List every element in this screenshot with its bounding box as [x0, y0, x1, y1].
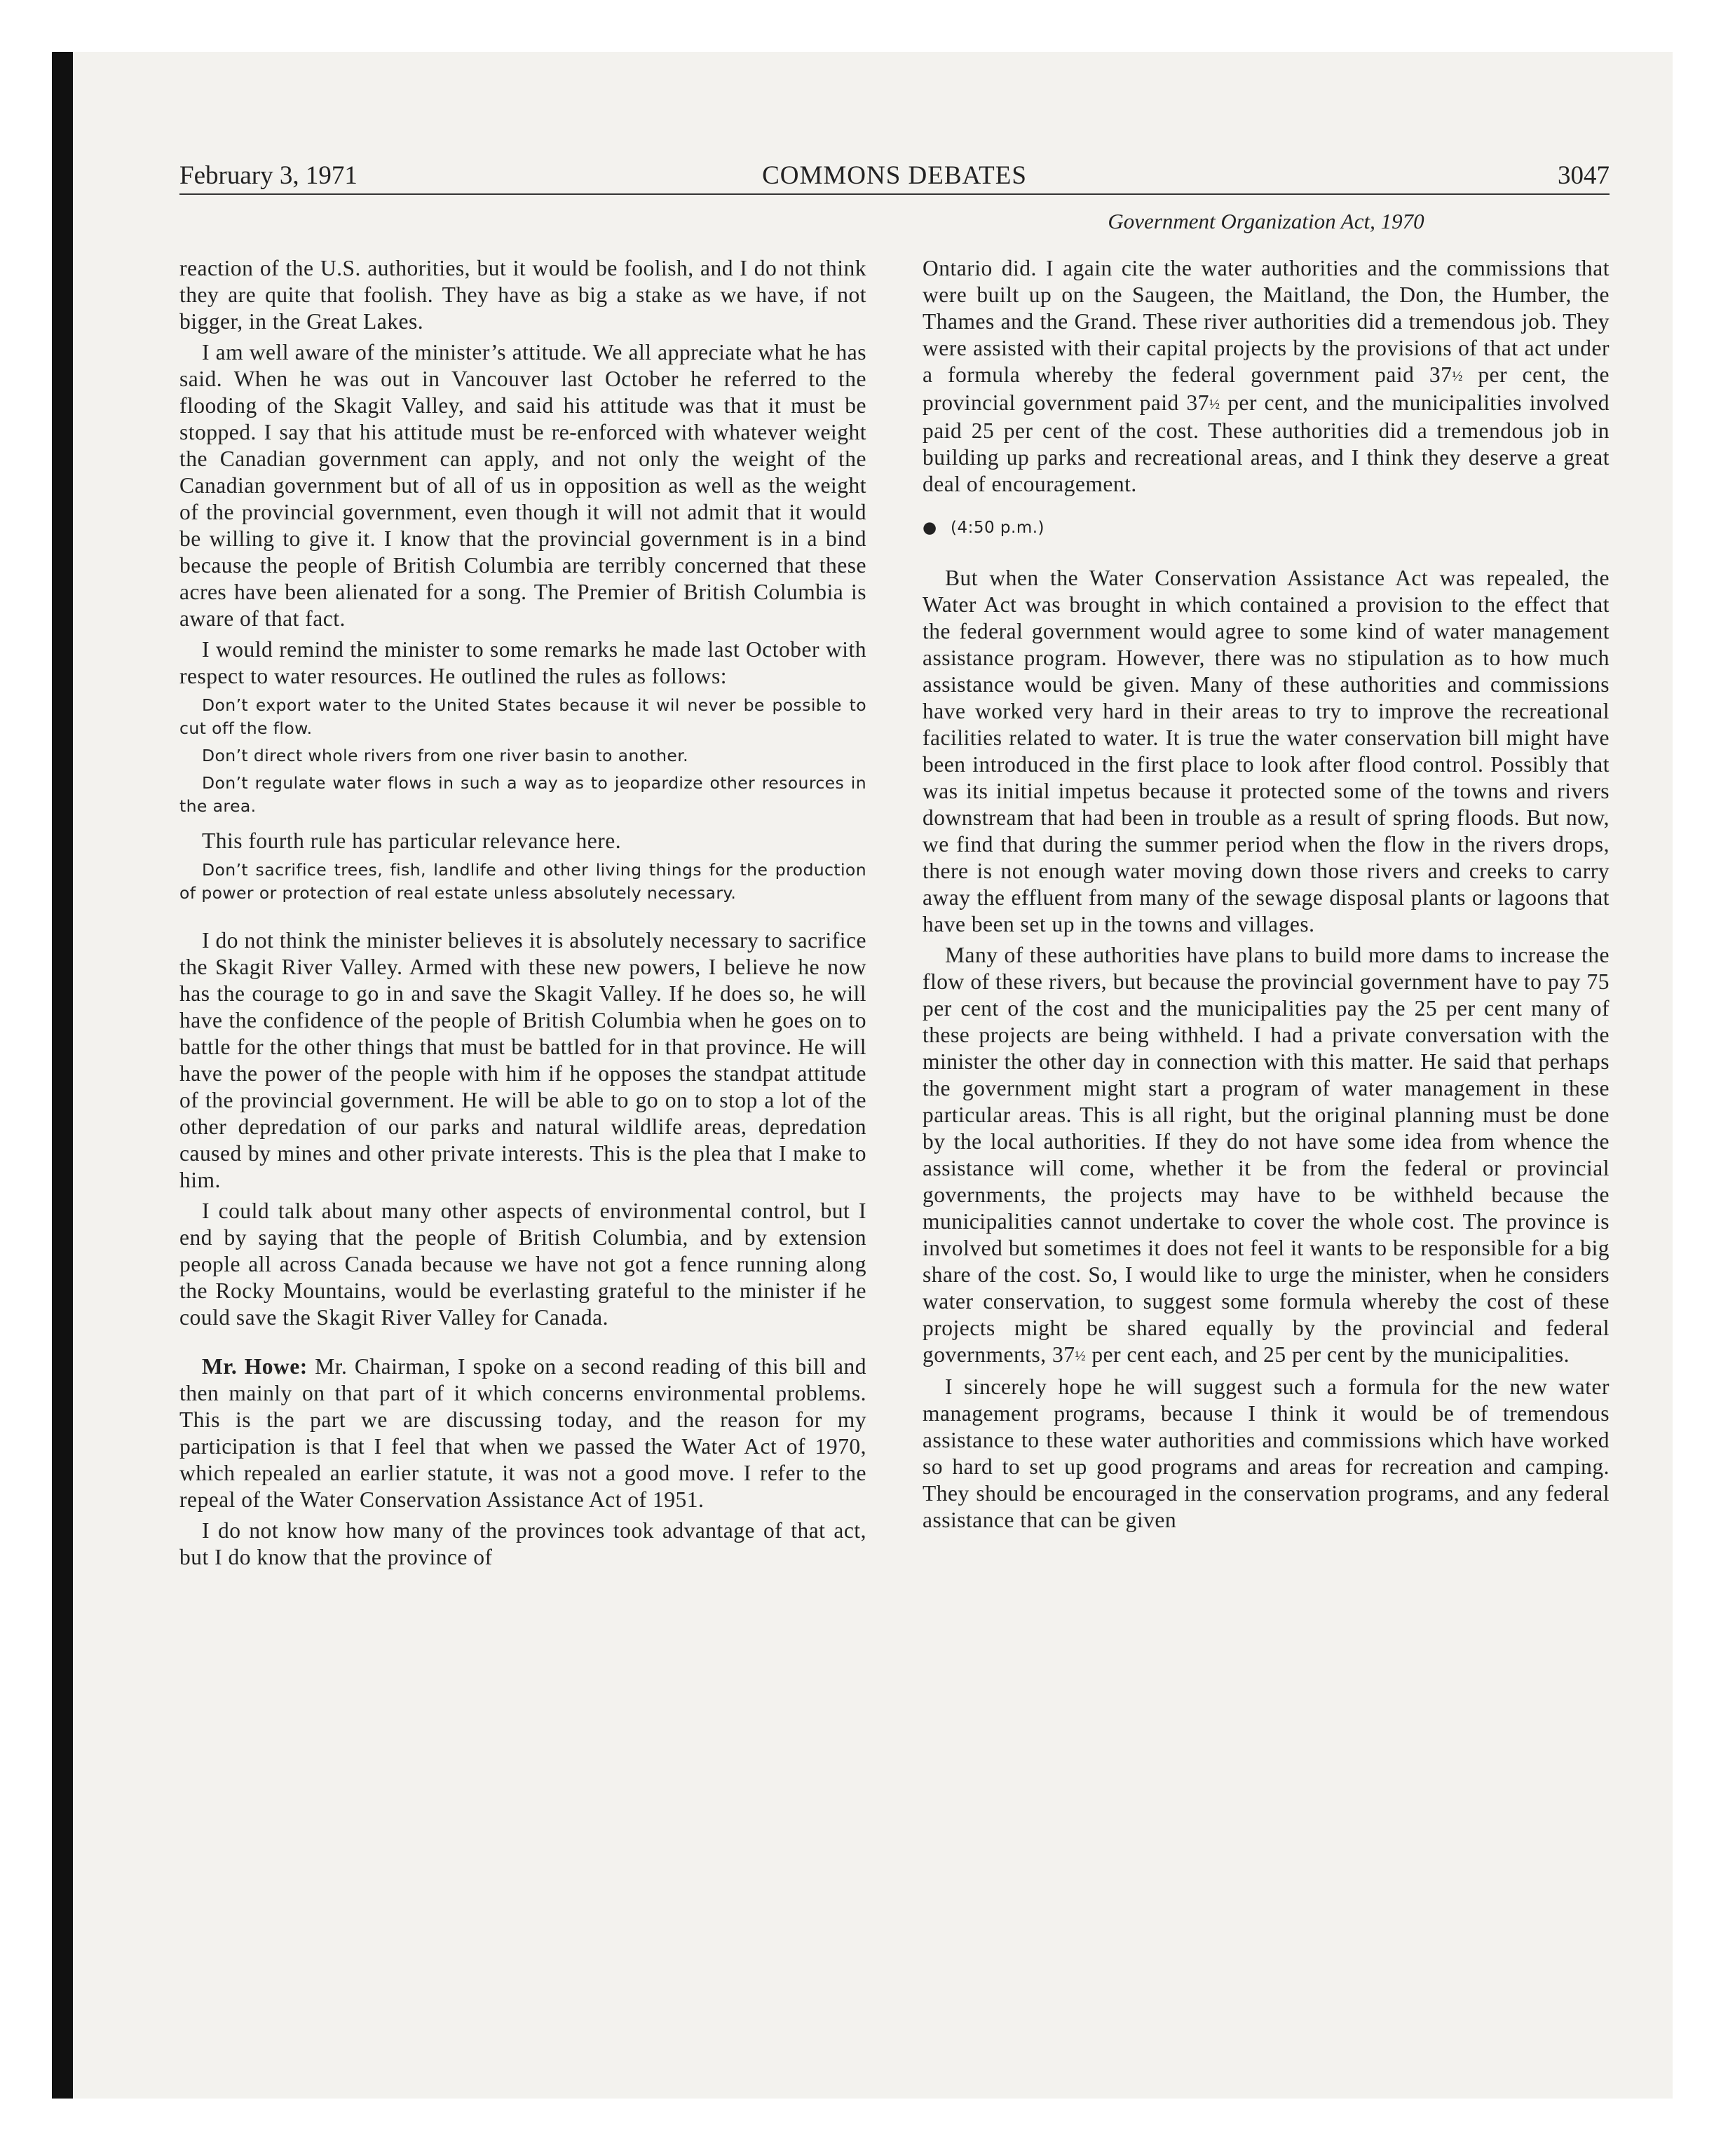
paragraph: I do not think the minister believes it is absolutely necessary to sacrifice the Skagit River Valley. Armed with these new powers, I believe he now has the courage to go in and save the Skagit Valley. If he does so, he will have the confidence of the people of British Columbia when he goes on to battle for the other things that must be battled for in that province. He will have the power of the people with him if he opposes the standpat attitude of the provincial government. He will be able to go on to stop a lot of the other depredation of our parks and natural wildlife areas, depredation caused by mines and other private interests. This is the plea that I make to him. [179, 928, 866, 1192]
paragraph: I would remind the minister to some remarks he made last October with respect to water resources. He outlined the rules as follows: [179, 637, 866, 688]
bullet-icon: ● [923, 519, 937, 537]
page-header [179, 158, 1610, 195]
text-run: Ontario did. I again cite the water authorities and the commissions that were built up on the Saugeen, the Maitland, the Don, the Humber, the Thames and the Grand. These river authorities did a tremendous job. They were assisted with their capital projects by the provisions of that act under a formula whereby the federal government paid 37 [923, 256, 1610, 387]
right-column [923, 255, 1610, 1538]
text-run: Many of these authorities have plans to build more dams to increase the flow of these rivers, but because the provincial government have to pay 75 per cent of the cost and the municipalities pay the 25 per cent many of these projects are being withheld. I had a private conversation with the minister the other day in connection with this matter. He said that perhaps the government might start a program of water management in these particular areas. This is all right, but the original planning must be done by the local authorities. If they do not have some idea from whence the assistance will come, whether it be from the federal or provincial governments, the projects may have to be withheld because the municipalities cannot undertake to cover the whole cost. The province is involved but sometimes it does not feel it wants to be responsible for a big share of the cost. So, I would like to urge the minister, when he considers water conservation, to suggest some formula whereby the cost of these projects might be shared equally by the provincial and federal governments, 37 [923, 943, 1610, 1367]
quoted-rule: Don’t sacrifice trees, fish, landlife and other living things for the production of power or protection of real estate unless absolutely necessary. [179, 860, 866, 903]
text-run: per cent, the provincial government paid 37 [923, 362, 1610, 415]
paragraph [923, 255, 1610, 498]
time-marker [923, 516, 1610, 540]
text-run: per cent, and the municipalities involved paid 25 per cent of the cost. These authorities did a tremendous job in building up parks and recreational areas, and I think they deserve a great deal of encouragement. [923, 390, 1610, 496]
paragraph: This fourth rule has particular relevance here. [202, 828, 622, 853]
quoted-rule: Don’t export water to the United States because it wil never be possible to cut off the flow. [179, 695, 866, 738]
header-publication: COMMONS DEBATES [762, 161, 1027, 190]
speaker-name: Mr. Howe: [202, 1354, 308, 1379]
time-marker-text: (4:50 p.m.) [951, 519, 1045, 537]
paragraph: I sincerely hope he will suggest such a formula for the new water management programs, because I think it would be of tremendous assistance to these water authorities and commissions which have worked so hard to set up good programs and areas for recreation and camping. They should be encouraged in the conservation programs, and any federal assistance that can be given [923, 1374, 1610, 1532]
text-run: per cent each, and 25 per cent by the municipalities. [1085, 1342, 1570, 1367]
fraction-half: ½ [1209, 397, 1220, 412]
paragraph: But when the Water Conservation Assistance Act was repealed, the Water Act was brought in which contained a provision to the effect that the federal government would agree to some kind of water management assistance program. However, there was no stipulation as to how much assistance would be given. Many of these authorities and commissions have worked very hard in their areas to try to improve the recreational facilities related to water. It is true the water conservation bill might have been introduced in the first place to look after flood control. Possibly that was its initial impetus because it protected some of the towns and rivers downstream that had been in trouble as a result of spring floods. But now, we find that during the summer period when the flow in the rivers drops, there is not enough water moving down those rivers and creeks to carry away the effluent from many of the sewage disposal plants or lagoons that have been set up in the towns and villages. [923, 566, 1610, 936]
paragraph: I am well aware of the minister’s attitude. We all appreciate what he has said. When he was out in Vancouver last October he referred to the flooding of the Skagit Valley, and said his attitude was that it must be stopped. I say that his attitude must be re-enforced with whatever weight the Canadian government can apply, and not only the weight of the Canadian government but of all of us in opposition as well as the weight of the provincial government, even though it will not admit that it would be willing to give it. I know that the provincial government is in a bind because the people of British Columbia are terribly concerned that these acres have been alienated for a song. The Premier of British Columbia is aware of that fact. [179, 340, 866, 631]
fraction-half: ½ [1452, 369, 1463, 384]
paragraph: I could talk about many other aspects of environmental control, but I end by saying that the people of British Columbia, and by extension people all across Canada because we have not got a fence running along the Rocky Mountains, would be everlasting grateful to the minister if he could save the Skagit River Valley for Canada. [179, 1199, 866, 1330]
speech-text: Mr. Chairman, I spoke on a second reading of this bill and then mainly on that part of it which concerns environmental problems. This is the part we are discussing today, and the reason for my participation is that I feel that when we passed the Water Act of 1970, which repealed an earlier statute, it was not a good move. I refer to the repeal of the Water Conservation Assistance Act of 1951. [179, 1354, 866, 1512]
paragraph: reaction of the U.S. authorities, but it would be foolish, and I do not think they are quite that foolish. They have as big a stake as we have, if not bigger, in the Great Lakes. [179, 256, 866, 334]
document-page [179, 158, 1610, 1569]
paragraph: I do not know how many of the provinces took advantage of that act, but I do know that the province of [179, 1518, 866, 1569]
scan-edge-shadow [52, 52, 73, 2099]
rules-quote [179, 694, 866, 818]
fraction-half: ½ [1075, 1349, 1086, 1364]
speech-paragraph [179, 1353, 866, 1513]
paragraph [923, 942, 1610, 1370]
left-column [179, 255, 866, 1575]
header-date: February 3, 1971 [179, 161, 358, 190]
header-page-number: 3047 [1558, 161, 1610, 190]
quoted-rule: Don’t direct whole rivers from one river basin to another. [202, 746, 689, 765]
rule4-quote [179, 859, 866, 905]
quoted-rule: Don’t regulate water flows in such a way as to jeopardize other resources in the area. [179, 773, 866, 816]
running-subtitle: Government Organization Act, 1970 [1108, 209, 1424, 233]
